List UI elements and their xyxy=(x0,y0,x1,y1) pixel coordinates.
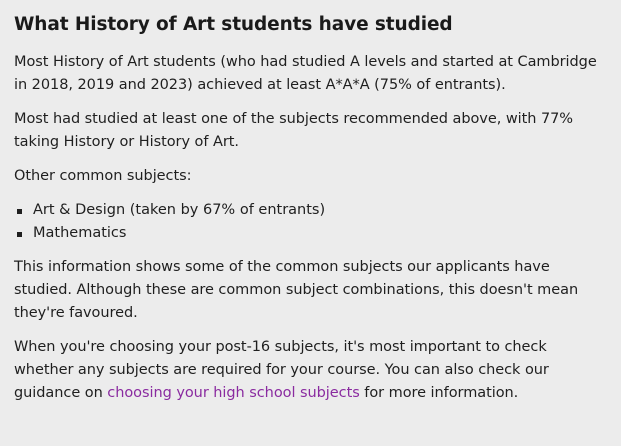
info-paragraph: This information shows some of the common subjects our applicants have studied. Although these are common subject combinations, this doesn't mean they're favoured. xyxy=(14,259,579,321)
square-bullet-icon xyxy=(17,209,22,214)
square-bullet-icon xyxy=(17,232,22,237)
section-title: What History of Art students have studied xyxy=(14,14,453,35)
guidance-paragraph xyxy=(14,336,605,405)
guidance-text: When you're choosing your post-16 subjects, it's most important to check whether any subjects are required for your course. You can also check our guidance on xyxy=(14,339,549,401)
list-item xyxy=(14,222,605,245)
results-paragraph: Most History of Art students (who had studied A levels and started at Cambridge in 2018, 2019 and 2023) achieved at least A*A*A (75% of entrants). xyxy=(14,54,597,93)
guidance-text-end: for more information. xyxy=(359,385,519,401)
list-item xyxy=(14,199,605,222)
list-item-label: Art & Design (taken by 67% of entrants) xyxy=(33,202,326,218)
other-subjects-heading: Other common subjects: xyxy=(14,168,192,184)
list-item-label: Mathematics xyxy=(33,225,127,241)
subjects-list xyxy=(14,199,605,245)
subjects-paragraph: Most had studied at least one of the subjects recommended above, with 77% taking History or History of Art. xyxy=(14,111,574,150)
high-school-subjects-link[interactable]: choosing your high school subjects xyxy=(107,385,360,401)
